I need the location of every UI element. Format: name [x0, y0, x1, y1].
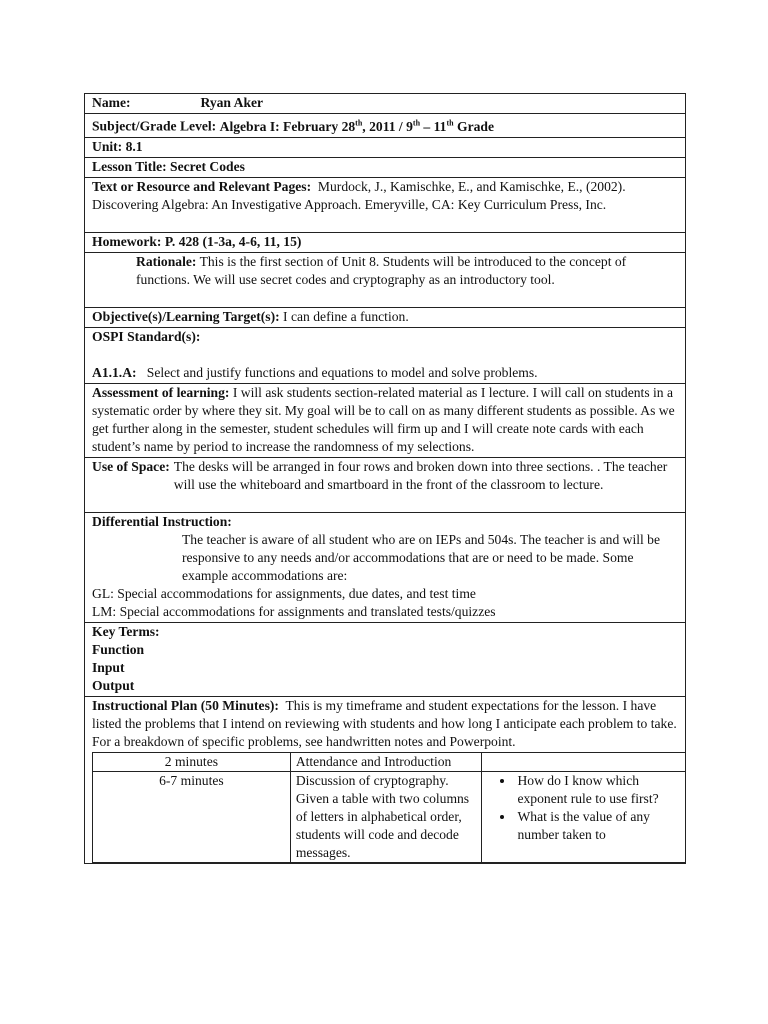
differential-value: The teacher is aware of all student who are on IEPs and 504s. The teacher is and will be responsive to any needs and/or accommodations that are or need to be made. Some example accommodations are:: [182, 531, 661, 583]
name-label: Name:: [92, 95, 131, 110]
resource-label: Text or Resource and Relevant Pages:: [92, 178, 312, 194]
plan-time: 2 minutes: [93, 752, 291, 771]
key-term: Input: [92, 659, 125, 675]
differential-label: Differential Instruction:: [92, 513, 232, 529]
plan-time: 6-7 minutes: [93, 771, 291, 862]
differential-lm: LM: Special accommodations for assignments and translated tests/quizzes: [92, 603, 496, 619]
rationale-label: Rationale:: [136, 253, 197, 269]
list-item: • How do I know which exponent rule to use first?: [515, 772, 680, 808]
table-row: [93, 752, 686, 771]
ospi-standard-value: Select and justify functions and equations to model and solve problems.: [146, 364, 538, 380]
assessment-label: Assessment of learning:: [92, 384, 230, 400]
ospi-standard-label: A1.1.A:: [92, 364, 137, 380]
lesson-plan-document: [84, 93, 686, 864]
unit-label: Unit: 8.1: [92, 138, 143, 154]
ospi-row: [85, 328, 685, 384]
question-list: [487, 772, 680, 844]
lesson-title-row: [85, 158, 685, 178]
plan-label: Instructional Plan (50 Minutes):: [92, 697, 279, 713]
lesson-title: Lesson Title: Secret Codes: [92, 158, 245, 174]
space-row: [85, 458, 685, 513]
rationale-value: This is the first section of Unit 8. Students will be introduced to the concept of functions. We will use secret codes and cryptography as an introductory tool.: [136, 253, 627, 287]
subject-label: Subject/Grade Level:: [92, 118, 217, 134]
homework-label: Homework: P. 428 (1-3a, 4-6, 11, 15): [92, 233, 302, 249]
unit-row: [85, 138, 685, 158]
plan-questions: [482, 771, 686, 862]
plan-activity: Discussion of cryptography. Given a table with two columns of letters in alphabetical order, students will code and decode messages.: [290, 771, 482, 862]
name-value: Ryan Aker: [200, 95, 264, 110]
homework-row: [85, 233, 685, 253]
rationale-row: [85, 253, 685, 308]
resource-row: [85, 178, 685, 233]
differential-gl: GL: Special accommodations for assignments, due dates, and test time: [92, 585, 476, 601]
key-terms-row: [85, 623, 685, 697]
key-term: Output: [92, 677, 135, 693]
objective-row: [85, 308, 685, 328]
ospi-label: OSPI Standard(s):: [92, 328, 201, 344]
instructional-plan-row: [85, 697, 685, 863]
table-row: [93, 771, 686, 862]
key-term: Function: [92, 641, 145, 657]
plan-questions: [482, 752, 686, 771]
plan-table: [92, 752, 686, 863]
assessment-row: [85, 384, 685, 458]
assessment-value: I will ask students section-related material as I lecture. I will call on students in a systematic order by where they sit. My goal will be to call on as many different students as possible. As we get further along in the semester, student schedules will firm up and I will create note cards with each student’s name by period to increase the randomness of my selections.: [92, 384, 675, 454]
subject-value: Algebra I: February 28th, 2011 / 9th – 11th Grade: [219, 118, 494, 134]
objective-value: I can define a function.: [283, 308, 409, 324]
space-label: Use of Space:: [92, 458, 170, 474]
plan-value: This is my timeframe and student expectations for the lesson. I have listed the problems that I intend on reviewing with students and how long I anticipate each problem to take. For a breakdown of specific problems, see handwritten notes and Powerpoint.: [92, 697, 677, 749]
name-row: [85, 94, 685, 114]
list-item: • What is the value of any number taken to: [515, 808, 680, 844]
space-value: The desks will be arranged in four rows and broken down into three sections. . The teacher will use the whiteboard and smartboard in the front of the classroom to lecture.: [173, 458, 668, 492]
resource-value: Murdock, J., Kamischke, E., and Kamischke, E., (2002). Discovering Algebra: An Investigative Approach. Emeryville, CA: Key Curriculum Press, Inc.: [92, 178, 626, 212]
plan-activity: Attendance and Introduction: [290, 752, 482, 771]
key-terms-label: Key Terms:: [92, 623, 160, 639]
objective-label: Objective(s)/Learning Target(s):: [92, 308, 280, 324]
subject-row: [85, 114, 685, 138]
differential-row: [85, 513, 685, 623]
